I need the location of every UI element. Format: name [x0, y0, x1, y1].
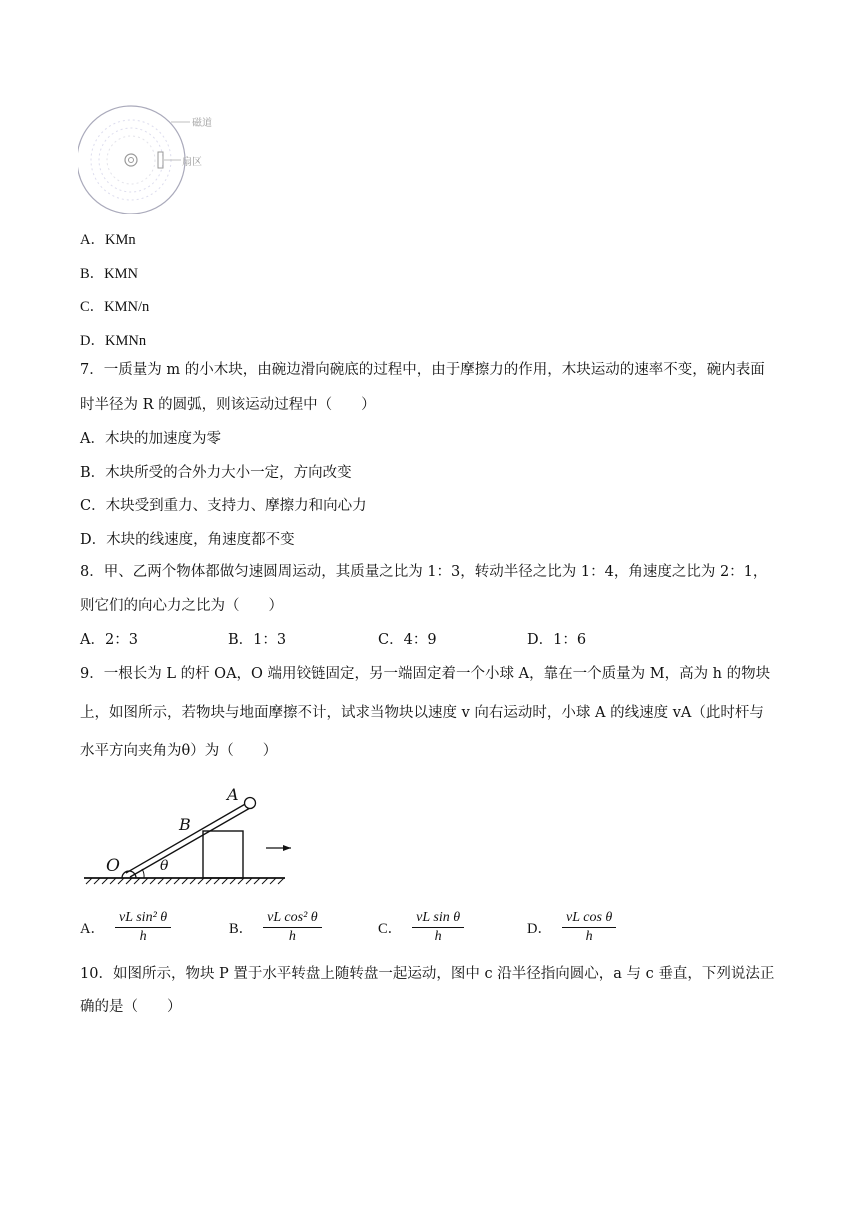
- rod-block-figure: [80, 785, 295, 890]
- q9-stem-line2: 上，如图所示，若物块与地面摩擦不计，试求当物块以速度 v 向右运动时，小球 A 的线速度 vA（此时杆与: [80, 705, 764, 721]
- q8-option-b: B．1：3: [228, 632, 287, 648]
- sector-label: 扇区: [182, 157, 202, 168]
- q7-stem-line1: 7．一质量为 m 的小木块，由碗边滑向碗底的过程中，由于摩擦力的作用，木块运动的速率不变，碗内表面: [80, 362, 765, 378]
- fraction: $\frac{\text{vL cos² θ}}{h}$: [263, 909, 321, 946]
- q8-stem-line2: 则它们的向心力之比为（ ）: [80, 598, 283, 614]
- label-O: O: [106, 856, 120, 876]
- track-label: 磁道: [192, 118, 212, 129]
- q9-stem-line3: 水平方向夹角为θ）为（ ）: [80, 743, 278, 759]
- q7-option-a: A．木块的加速度为零: [80, 431, 221, 447]
- q8-option-c: C．4：9: [378, 632, 437, 648]
- label-A: A: [227, 785, 239, 804]
- q7-option-b: B．木块所受的合外力大小一定，方向改变: [80, 465, 352, 481]
- fraction: $\frac{\text{vL cos θ}}{h}$: [562, 909, 616, 946]
- q9-option-d: D． $\frac{\text{vL cos θ}}{h}$: [527, 909, 616, 946]
- q6-option-c: C．KMN/n: [80, 299, 150, 315]
- label-theta: θ: [160, 858, 169, 874]
- disc-figure: [78, 92, 230, 214]
- q9-stem-line1: 9．一根长为 L 的杆 OA，O 端用铰链固定，另一端固定着一个小球 A，靠在一个质量为 M，高为 h 的物块: [80, 666, 771, 682]
- q9-option-a: A． $\frac{\text{vL sin² θ}}{h}$: [80, 909, 171, 946]
- q6-option-b: B．KMN: [80, 266, 139, 282]
- q6-option-a: A．KMn: [80, 232, 136, 248]
- fraction: $\frac{\text{vL sin² θ}}{h}$: [115, 909, 171, 946]
- q10-stem-line2: 确的是（ ）: [80, 999, 182, 1015]
- q8-option-a: A．2：3: [80, 632, 138, 648]
- q10-stem-line1: 10．如图所示，物块 P 置于水平转盘上随转盘一起运动，图中 c 沿半径指向圆心，a 与 c 垂直，下列说法正: [80, 966, 775, 982]
- q7-stem-line2: 时半径为 R 的圆弧，则该运动过程中（ ）: [80, 397, 376, 413]
- q6-option-d: D．KMNn: [80, 333, 147, 349]
- q7-option-c: C．木块受到重力、支持力、摩擦力和向心力: [80, 498, 367, 514]
- disc-diagram: [78, 92, 230, 214]
- q8-stem-line1: 8．甲、乙两个物体都做匀速圆周运动，其质量之比为 1：3，转动半径之比为 1：4，角速度之比为 2：1，: [80, 564, 768, 580]
- fraction: $\frac{\text{vL sin θ}}{h}$: [412, 909, 464, 946]
- q9-option-c: C． $\frac{\text{vL sin θ}}{h}$: [378, 909, 464, 946]
- label-B: B: [179, 815, 191, 834]
- q8-option-d: D．1：6: [527, 632, 587, 648]
- q7-option-d: D．木块的线速度，角速度都不变: [80, 532, 295, 548]
- q9-option-b: B． $\frac{\text{vL cos² θ}}{h}$: [229, 909, 322, 946]
